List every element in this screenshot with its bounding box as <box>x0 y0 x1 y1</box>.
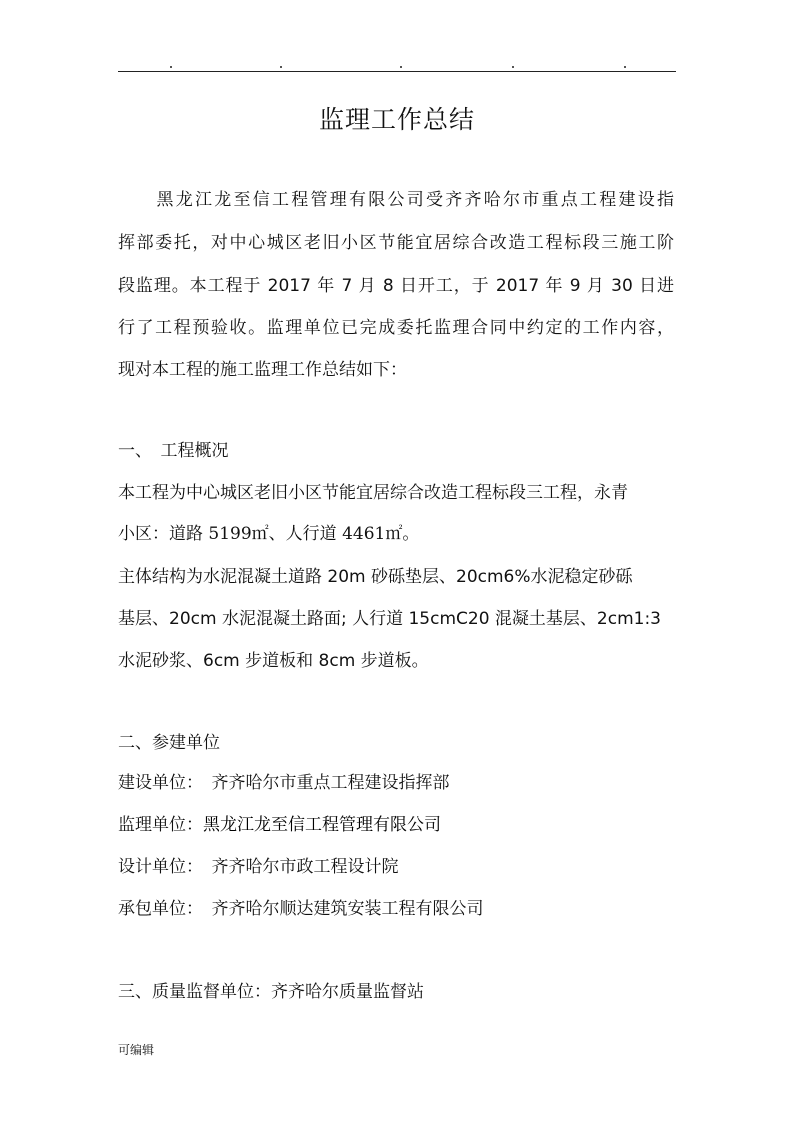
overview-line: 基层、20cm 水泥混凝土路面; 人行道 15cmC20 混凝土基层、2cm1:3 <box>118 609 662 629</box>
header-dot <box>170 66 172 68</box>
unit-label: 承包单位： <box>118 899 195 919</box>
unit-row <box>118 814 441 836</box>
section-heading: 三、质量监督单位：齐齐哈尔质量监督站 <box>118 982 424 1002</box>
unit-value: 齐齐哈尔顺达建筑安装工程有限公司 <box>194 899 484 919</box>
page-title: 监理工作总结 <box>318 105 475 134</box>
intro-line: 挥部委托，对中心城区老旧小区节能宜居综合改造工程标段三施工阶 <box>118 233 674 253</box>
unit-label: 建设单位： <box>118 773 195 793</box>
overview-line: 主体结构为水泥混凝土道路 20m 砂砾垫层、20cm6%水泥稳定砂砾 <box>118 567 633 587</box>
header-dot <box>512 66 514 68</box>
unit-label: 设计单位： <box>118 857 195 877</box>
header-dot <box>280 66 282 68</box>
intro-line: 段监理。本工程于 2017 年 7 月 8 日开工，于 2017 年 9 月 30 日进 <box>118 276 674 296</box>
unit-value: 齐齐哈尔市政工程设计院 <box>194 857 399 877</box>
unit-row <box>118 856 399 878</box>
header-dot <box>400 66 402 68</box>
header-rule <box>118 71 676 72</box>
intro-line: 行了工程预验收。监理单位已完成委托监理合同中约定的工作内容， <box>118 318 674 338</box>
overview-line: 小区：道路 5199㎡、人行道 4461㎡。 <box>118 524 420 544</box>
section-heading: 二、参建单位 <box>118 733 220 753</box>
unit-row <box>118 772 450 794</box>
section-heading: 一、 工程概况 <box>118 441 229 461</box>
overview-line: 本工程为中心城区老旧小区节能宜居综合改造工程标段三工程，永青 <box>118 483 628 503</box>
unit-value: 黑龙江龙至信工程管理有限公司 <box>203 815 441 835</box>
overview-line: 水泥砂浆、6cm 步道板和 8cm 步道板。 <box>118 651 429 671</box>
unit-row <box>118 898 484 920</box>
unit-label: 监理单位： <box>118 815 203 835</box>
unit-value: 齐齐哈尔市重点工程建设指挥部 <box>194 773 450 793</box>
header-dot <box>624 66 626 68</box>
intro-line: 黑龙江龙至信工程管理有限公司受齐齐哈尔市重点工程建设指 <box>118 190 674 210</box>
intro-line: 现对本工程的施工监理工作总结如下： <box>118 360 407 380</box>
footer-note: 可编辑 <box>118 1043 155 1057</box>
